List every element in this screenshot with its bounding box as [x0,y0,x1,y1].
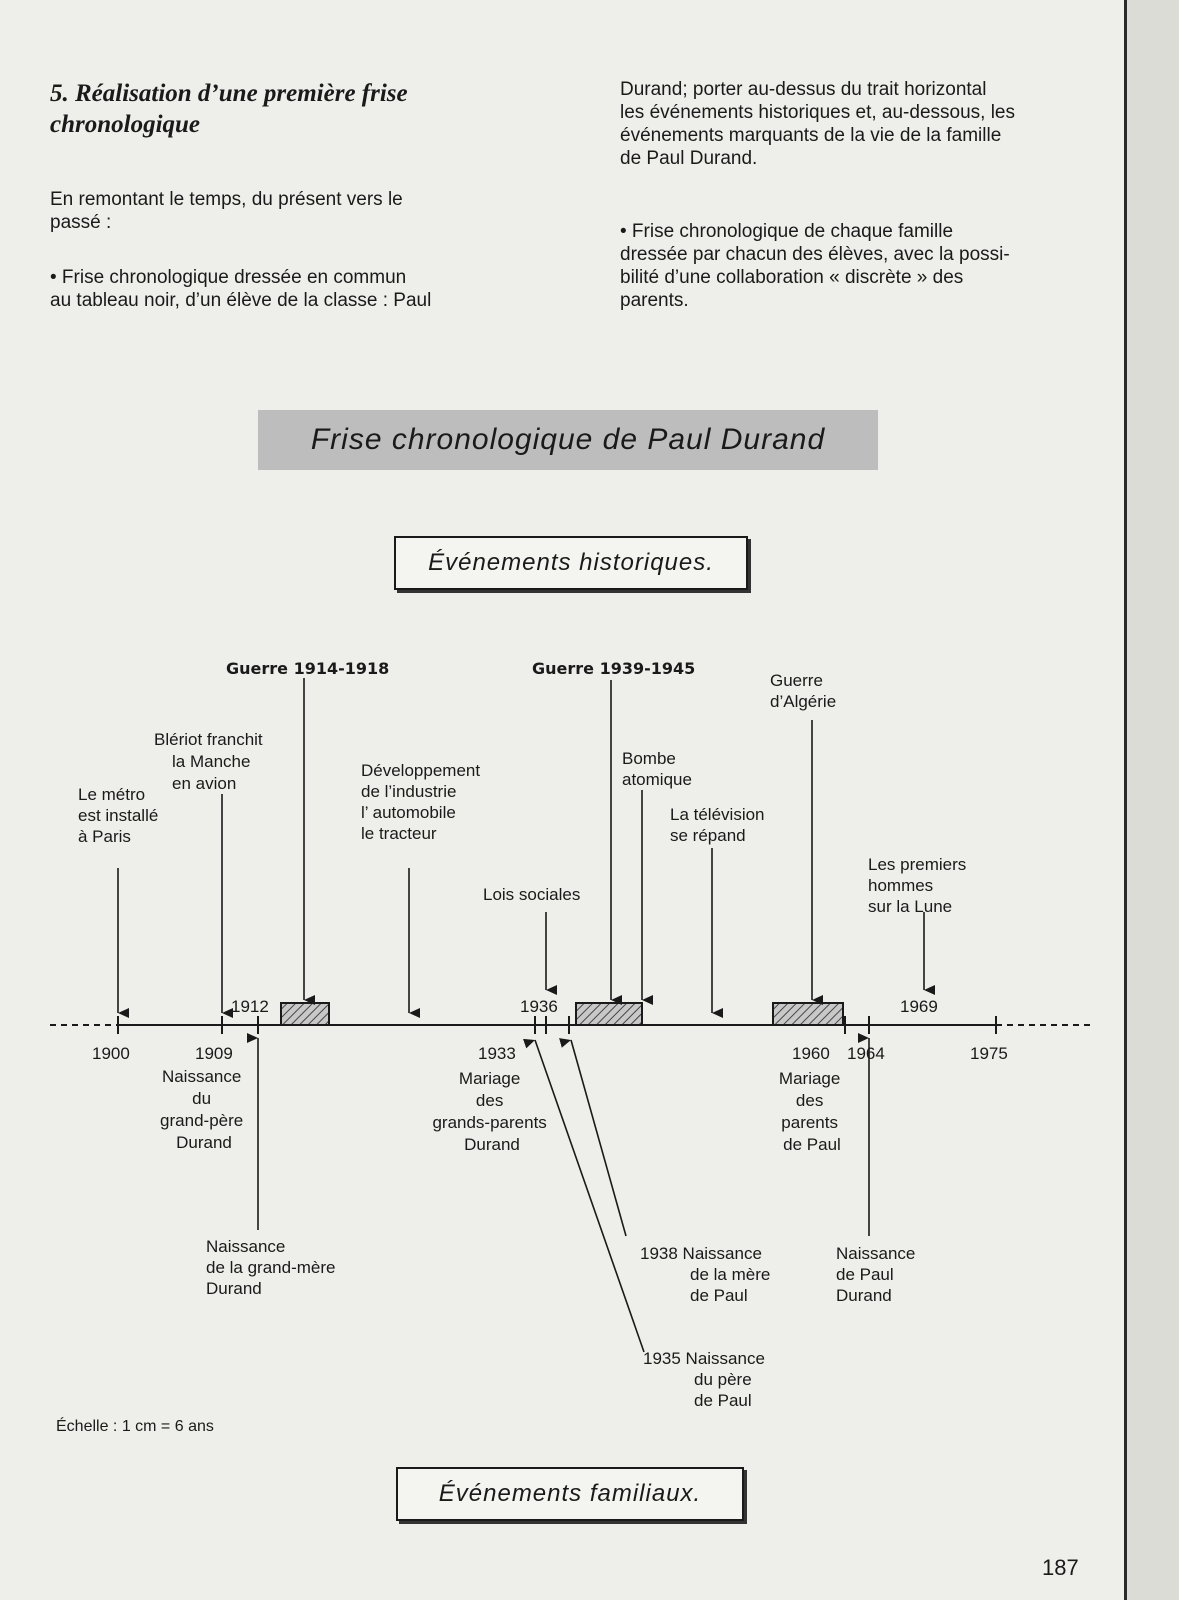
bullet-line: • Frise chronologique dressée en commun [50,267,407,288]
intro-line: de Paul Durand. [620,148,758,169]
intro-line: En remontant le temps, du présent vers le [50,189,403,210]
axis-year-1960: 1960 [792,1044,830,1063]
year-label-1912: 1912 [231,997,269,1016]
intro-line: les événements historiques et, au-dessous, les [620,102,1015,123]
label-parents-marriage: Mariage des parents de Paul [778,1069,841,1154]
label-war-algeria: Guerre d’Algérie [770,671,837,711]
year-label-1936: 1936 [520,997,558,1016]
section-number: 5. [50,80,69,107]
bullet-line: dressée par chacun des élèves, avec la possi- [620,244,1010,265]
label-moon: Les premiers hommes sur la Lune [868,855,967,916]
label-metro: Le métro est installé à Paris [78,785,159,846]
bullet-line: bilité d’une collaboration « discrète » des [620,267,964,288]
frieze-title: Frise chronologique de Paul Durand [310,423,826,456]
label-war-1939-1945: Guerre 1939-1945 [532,659,696,678]
label-grandmother-birth: Naissance de la grand-mère Durand [206,1237,336,1298]
label-atomic-bomb: Bombe atomique [622,749,692,789]
label-paul-birth: Naissance de Paul Durand [836,1244,916,1305]
label-industry: Développement de l’industrie l’ automobile le tracteur [361,761,481,843]
axis-year-1975: 1975 [970,1044,1008,1063]
arrow-mother-birth [571,1040,626,1236]
war-bar-algeria [773,1003,843,1025]
historic-events-label: Événements historiques. [428,549,714,576]
label-mother-birth: 1938 Naissance de la mère de Paul [640,1244,771,1305]
intro-line: événements marquants de la vie de la famille [620,125,1002,146]
axis-year-1909: 1909 [195,1044,233,1063]
bullet-line: • Frise chronologique de chaque famille [620,221,954,242]
bullet-line: parents. [620,290,689,311]
intro-line: passé : [50,212,112,233]
war-bar-1939-1945 [576,1003,642,1025]
label-bleriot: Blériot franchit la Manche en avion [154,730,263,793]
year-label-1969: 1969 [900,997,938,1016]
label-television: La télévision se répand [670,805,765,845]
arrow-father-birth [535,1040,644,1352]
axis-year-1900: 1900 [92,1044,130,1063]
page-number: 187 [1042,1555,1079,1580]
intro-line: Durand; porter au-dessus du trait horizontal [620,79,987,100]
war-bar-1914-1918 [281,1003,329,1025]
label-war-1914-1918: Guerre 1914-1918 [226,659,390,678]
label-social-laws: Lois sociales [483,885,581,904]
section-title-line1: Réalisation d’une première frise [75,80,408,107]
label-grandfather-birth: Naissance du grand-père Durand [160,1067,244,1152]
label-grandparents-marriage: Mariage des grands-parents Durand [432,1069,547,1154]
axis-year-1964: 1964 [847,1044,885,1063]
family-events-label: Événements familiaux. [438,1480,702,1507]
family-events-box [396,1467,744,1521]
axis-year-1933: 1933 [478,1044,516,1063]
bullet-line: au tableau noir, d’un élève de la classe : Paul [50,290,432,311]
section-title-line2: chronologique [50,111,201,138]
scale-label: Échelle : 1 cm = 6 ans [56,1418,214,1435]
label-father-birth: 1935 Naissance du père de Paul [643,1349,765,1410]
